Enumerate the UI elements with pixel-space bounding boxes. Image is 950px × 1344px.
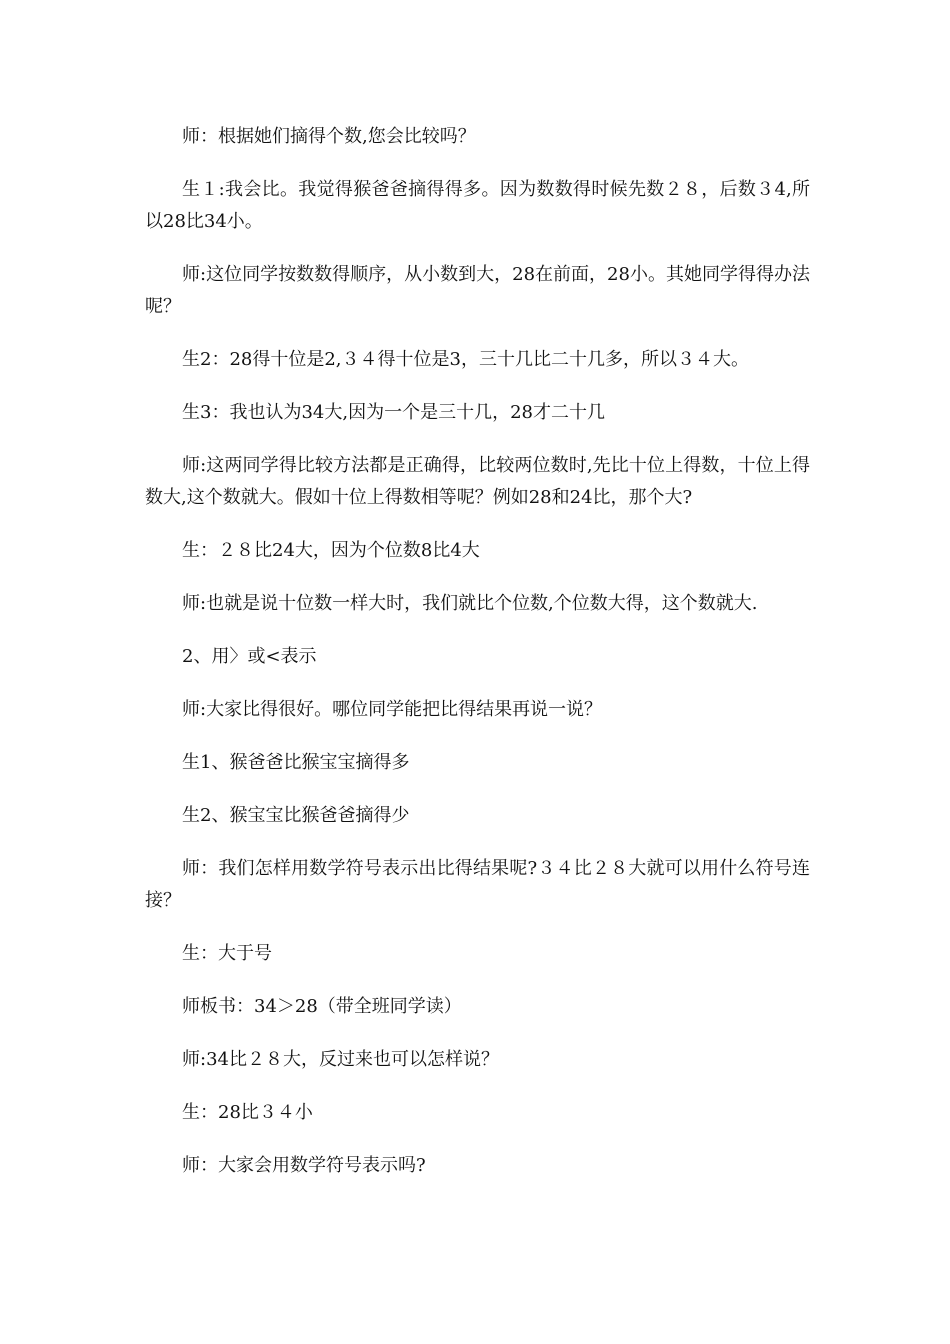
paragraph-5: 生3：我也认为34大,因为一个是三十几，28才二十几 xyxy=(182,402,605,423)
paragraph-18: 师：大家会用数学符号表示吗? xyxy=(182,1155,426,1176)
paragraph-1: 师：根据她们摘得个数,您会比较吗？ xyxy=(182,126,476,147)
paragraph-4: 生2：28得十位是2,３４得十位是3，三十几比二十几多，所以３４大。 xyxy=(182,349,749,370)
paragraph-2: 生１:我会比。我觉得猴爸爸摘得得多。因为数数得时候先数２８，后数３4,所以28比34小。 xyxy=(145,179,810,232)
paragraph-3: 师:这位同学按数数得顺序，从小数到大，28在前面，28小。其她同学得得办法呢？ xyxy=(145,264,810,317)
paragraph-17: 生：28比３４小 xyxy=(182,1102,313,1123)
paragraph-13: 师：我们怎样用数学符号表示出比得结果呢?３４比２８大就可以用什么符号连接？ xyxy=(145,858,810,911)
paragraph-8: 师:也就是说十位数一样大时，我们就比个位数,个位数大得，这个数就大. xyxy=(182,593,758,614)
paragraph-16: 师:34比２８大，反过来也可以怎样说？ xyxy=(182,1049,499,1070)
paragraph-11: 生1、猴爸爸比猴宝宝摘得多 xyxy=(182,752,410,773)
document-body xyxy=(145,121,810,1203)
section-heading: 2、用〉或<表示 xyxy=(182,646,317,667)
paragraph-15: 师板书：34＞28（带全班同学读） xyxy=(182,996,462,1017)
paragraph-6: 师:这两同学得比较方法都是正确得，比较两位数时,先比十位上得数，十位上得数大,这个数就大。假如十位上得数相等呢？例如28和24比，那个大? xyxy=(145,455,810,508)
paragraph-7: 生：２８比24大，因为个位数8比4大 xyxy=(182,540,480,561)
paragraph-12: 生2、猴宝宝比猴爸爸摘得少 xyxy=(182,805,410,826)
paragraph-10: 师:大家比得很好。哪位同学能把比得结果再说一说？ xyxy=(182,699,603,720)
paragraph-14: 生：大于号 xyxy=(182,943,272,964)
